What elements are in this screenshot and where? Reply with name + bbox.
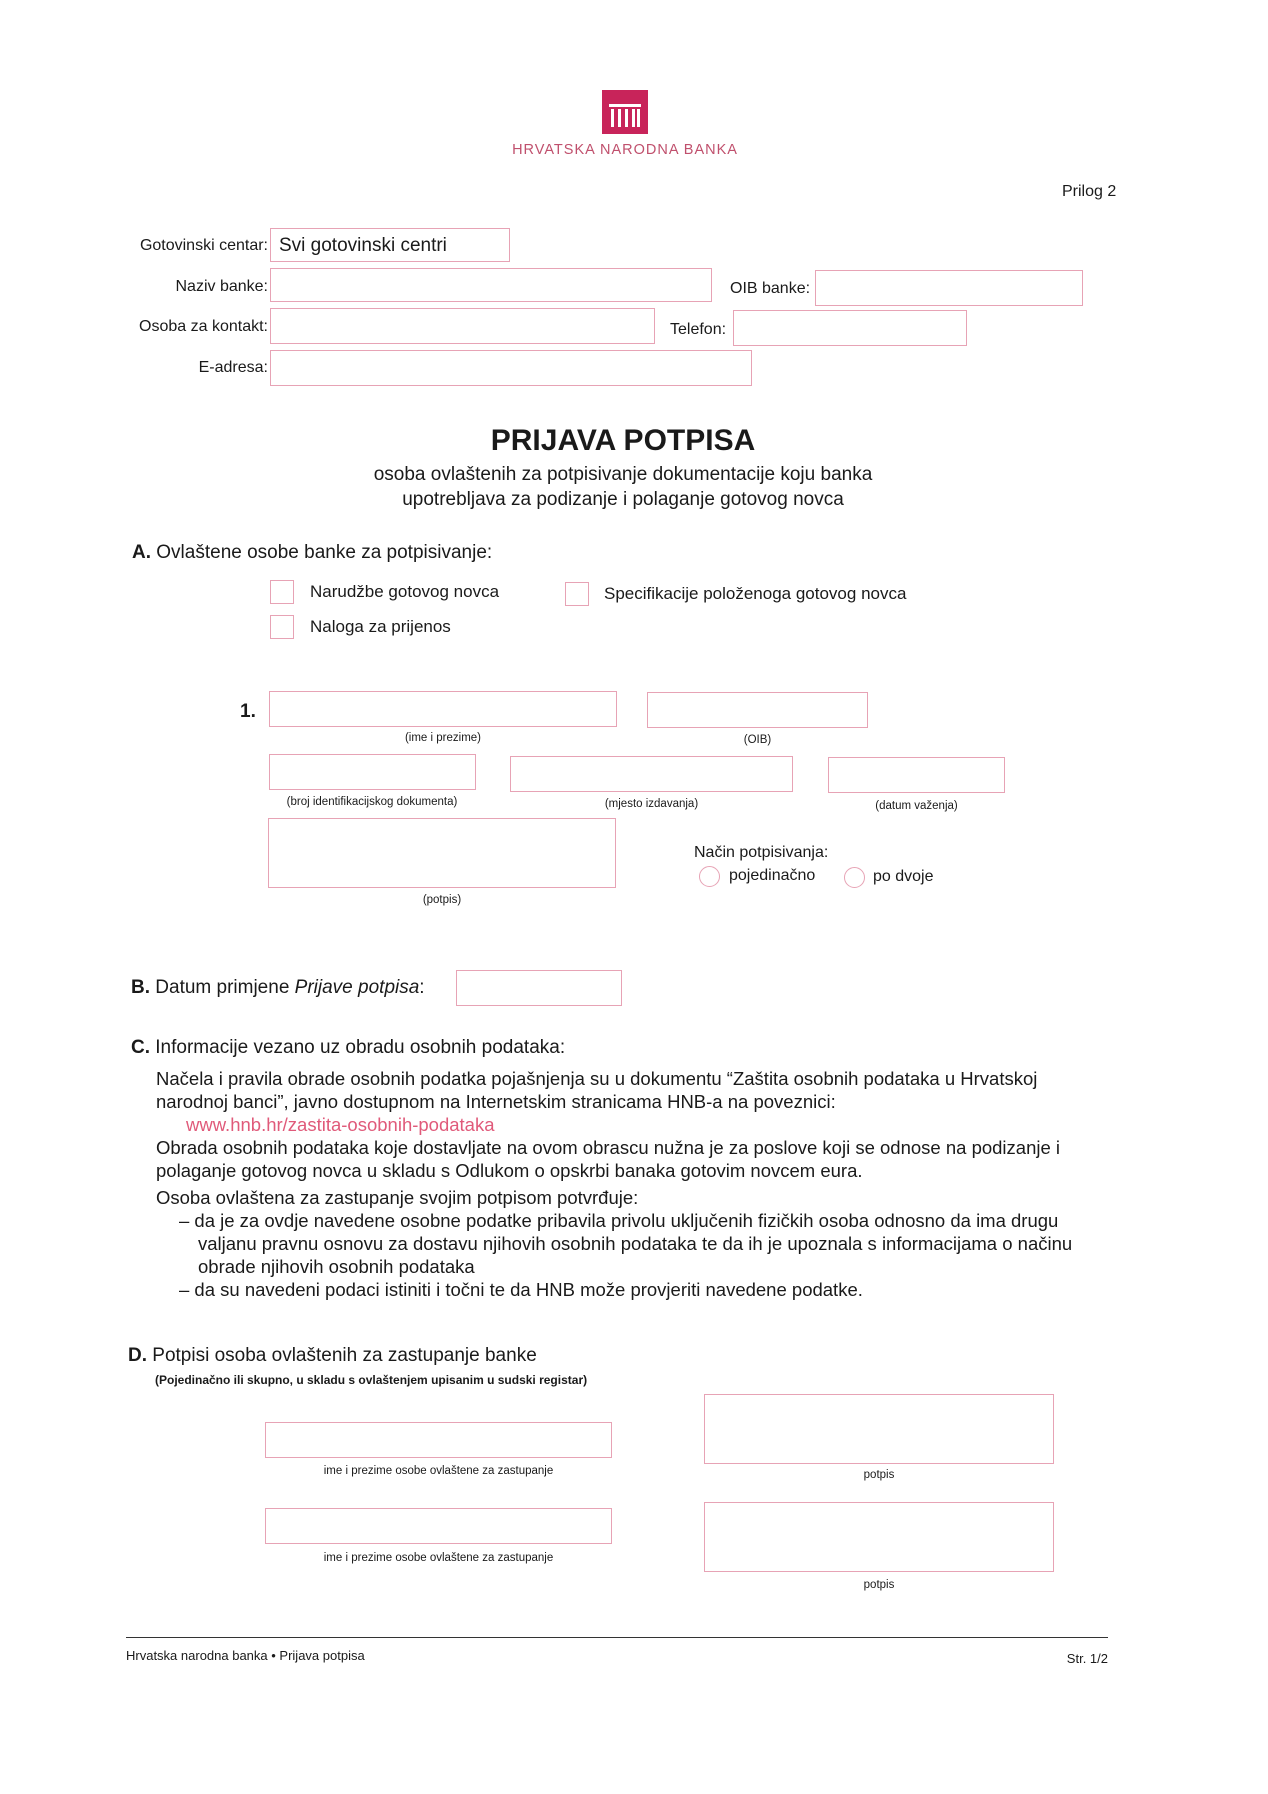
e-adresa-field[interactable] <box>270 350 752 386</box>
checkbox-narudzbe[interactable] <box>270 580 294 604</box>
section-b-letter: B. <box>131 977 150 998</box>
section-c-body <box>156 1067 1106 1301</box>
representative-1-name-field[interactable] <box>265 1422 612 1458</box>
section-a-title: Ovlaštene osobe banke za potpisivanje: <box>156 542 493 563</box>
form-subtitle-line1: osoba ovlaštenih za potpisivanje dokumentacije koju banka <box>373 464 873 485</box>
person-oib-field[interactable] <box>647 692 868 728</box>
person-name-field[interactable] <box>269 691 617 727</box>
radio-pojedinacno-label: pojedinačno <box>729 867 816 884</box>
footer-right: Str. 1/2 <box>1066 1651 1108 1666</box>
checkbox-naloga[interactable] <box>270 615 294 639</box>
option-specifikacije-label: Specifikacije položenoga gotovog novca <box>604 584 907 603</box>
section-c-paragraph-3: Osoba ovlaštena za zastupanje svojim potpisom potvrđuje: <box>156 1187 639 1208</box>
person-signature-caption: (potpis) <box>422 894 462 906</box>
section-c-paragraph-2: Obrada osobnih podataka koje dostavljate na ovom obrascu nužna je za poslove koji se odnose na podizanje i polaganje gotovog novca u skladu s Odlukom o opskrbi banaka gotovim novcem eura. <box>156 1137 1061 1181</box>
gotovinski-centar-field[interactable] <box>270 228 510 262</box>
section-b-title-italic: Prijave potpisa <box>294 977 420 998</box>
date-of-application-field[interactable] <box>456 970 622 1006</box>
representative-1-signature-field[interactable] <box>704 1394 1054 1464</box>
form-title: PRIJAVA POTPISA <box>490 424 756 457</box>
e-adresa-label: E-adresa: <box>198 359 268 376</box>
representative-2-name-field[interactable] <box>265 1508 612 1544</box>
option-narudzbe-label: Narudžbe gotovog novca <box>310 582 500 601</box>
person-signature-field[interactable] <box>268 818 616 888</box>
gotovinski-centar-value: Svi gotovinski centri <box>279 235 447 256</box>
person-valid-field[interactable] <box>828 757 1005 793</box>
osoba-za-kontakt-label: Osoba za kontakt: <box>139 318 268 335</box>
representative-2-name-caption: ime i prezime osobe ovlaštene za zastupanje <box>323 1552 554 1564</box>
section-b-heading <box>131 977 425 999</box>
gotovinski-centar-label: Gotovinski centar: <box>139 237 268 254</box>
section-a-letter: A. <box>132 542 151 563</box>
section-a-heading <box>132 542 492 564</box>
attachment-label: Prilog 2 <box>1062 183 1117 200</box>
section-b-title: Datum primjene <box>155 977 295 998</box>
section-c-heading <box>131 1037 565 1059</box>
checkbox-specifikacije[interactable] <box>565 582 589 606</box>
radio-po-dvoje[interactable] <box>844 867 865 888</box>
hnb-logo <box>602 90 648 134</box>
section-c-bullet-2: – da su navedeni podaci istiniti i točni te da HNB može provjeriti navedene podatke. <box>179 1279 863 1300</box>
representative-1-signature-caption: potpis <box>863 1469 895 1481</box>
person-id-doc-field[interactable] <box>269 754 476 790</box>
section-c-link[interactable]: www.hnb.hr/zastita-osobnih-podataka <box>186 1114 495 1135</box>
oib-banke-field[interactable] <box>815 270 1083 306</box>
section-d-letter: D. <box>128 1345 147 1366</box>
telefon-label: Telefon: <box>670 321 727 338</box>
section-c-letter: C. <box>131 1037 150 1058</box>
person-id-doc-caption: (broj identifikacijskog dokumenta) <box>286 796 458 808</box>
person-place-caption: (mjesto izdavanja) <box>604 798 699 810</box>
person-oib-caption: (OIB) <box>743 734 772 746</box>
radio-po-dvoje-label: po dvoje <box>873 868 934 885</box>
footer-left: Hrvatska narodna banka • Prijava potpisa <box>126 1648 365 1663</box>
section-d-note: (Pojedinačno ili skupno, u skladu s ovlaštenjem upisanim u sudski registar) <box>155 1373 588 1387</box>
telefon-field[interactable] <box>733 310 967 346</box>
representative-1-name-caption: ime i prezime osobe ovlaštene za zastupanje <box>323 1465 554 1477</box>
person-place-field[interactable] <box>510 756 793 792</box>
naziv-banke-label: Naziv banke: <box>175 278 268 295</box>
footer-divider <box>126 1637 1108 1638</box>
representative-2-signature-caption: potpis <box>863 1579 895 1591</box>
section-d-title: Potpisi osoba ovlaštenih za zastupanje banke <box>152 1345 537 1366</box>
option-naloga-label: Naloga za prijenos <box>310 617 451 636</box>
person-number: 1. <box>240 701 256 722</box>
signing-mode-label: Način potpisivanja: <box>694 844 829 861</box>
section-c-title: Informacije vezano uz obradu osobnih podataka: <box>155 1037 566 1058</box>
logo-text: HRVATSKA NARODNA BANKA <box>512 142 738 158</box>
person-name-caption: (ime i prezime) <box>404 732 482 744</box>
section-c-paragraph-1: Načela i pravila obrade osobnih podatka pojašnjenja su u dokumentu “Zaštita osobnih podataka u Hrvatskoj narodnoj banci”, javno dostupnom na Internetskim stranicama HNB-a na poveznici: <box>156 1068 1038 1112</box>
oib-banke-label: OIB banke: <box>730 280 811 297</box>
representative-2-signature-field[interactable] <box>704 1502 1054 1572</box>
section-c-bullet-1: – da je za ovdje navedene osobne podatke pribavila privolu uključenih fizičkih osoba odnosno da ima drugu valjanu pravnu osnovu za dostavu njihovih osobnih podataka te da ih je upoznala s informacijama o načinu obrade njihovih osobnih podataka <box>179 1210 1073 1277</box>
osoba-za-kontakt-field[interactable] <box>270 308 655 344</box>
bank-columns-icon <box>602 90 648 134</box>
naziv-banke-field[interactable] <box>270 268 712 302</box>
radio-pojedinacno[interactable] <box>699 866 720 887</box>
person-valid-caption: (datum važenja) <box>875 800 958 812</box>
section-b-colon: : <box>419 977 425 998</box>
section-d-heading <box>128 1345 537 1367</box>
form-subtitle-line2: upotrebljava za podizanje i polaganje gotovog novca <box>402 489 844 510</box>
